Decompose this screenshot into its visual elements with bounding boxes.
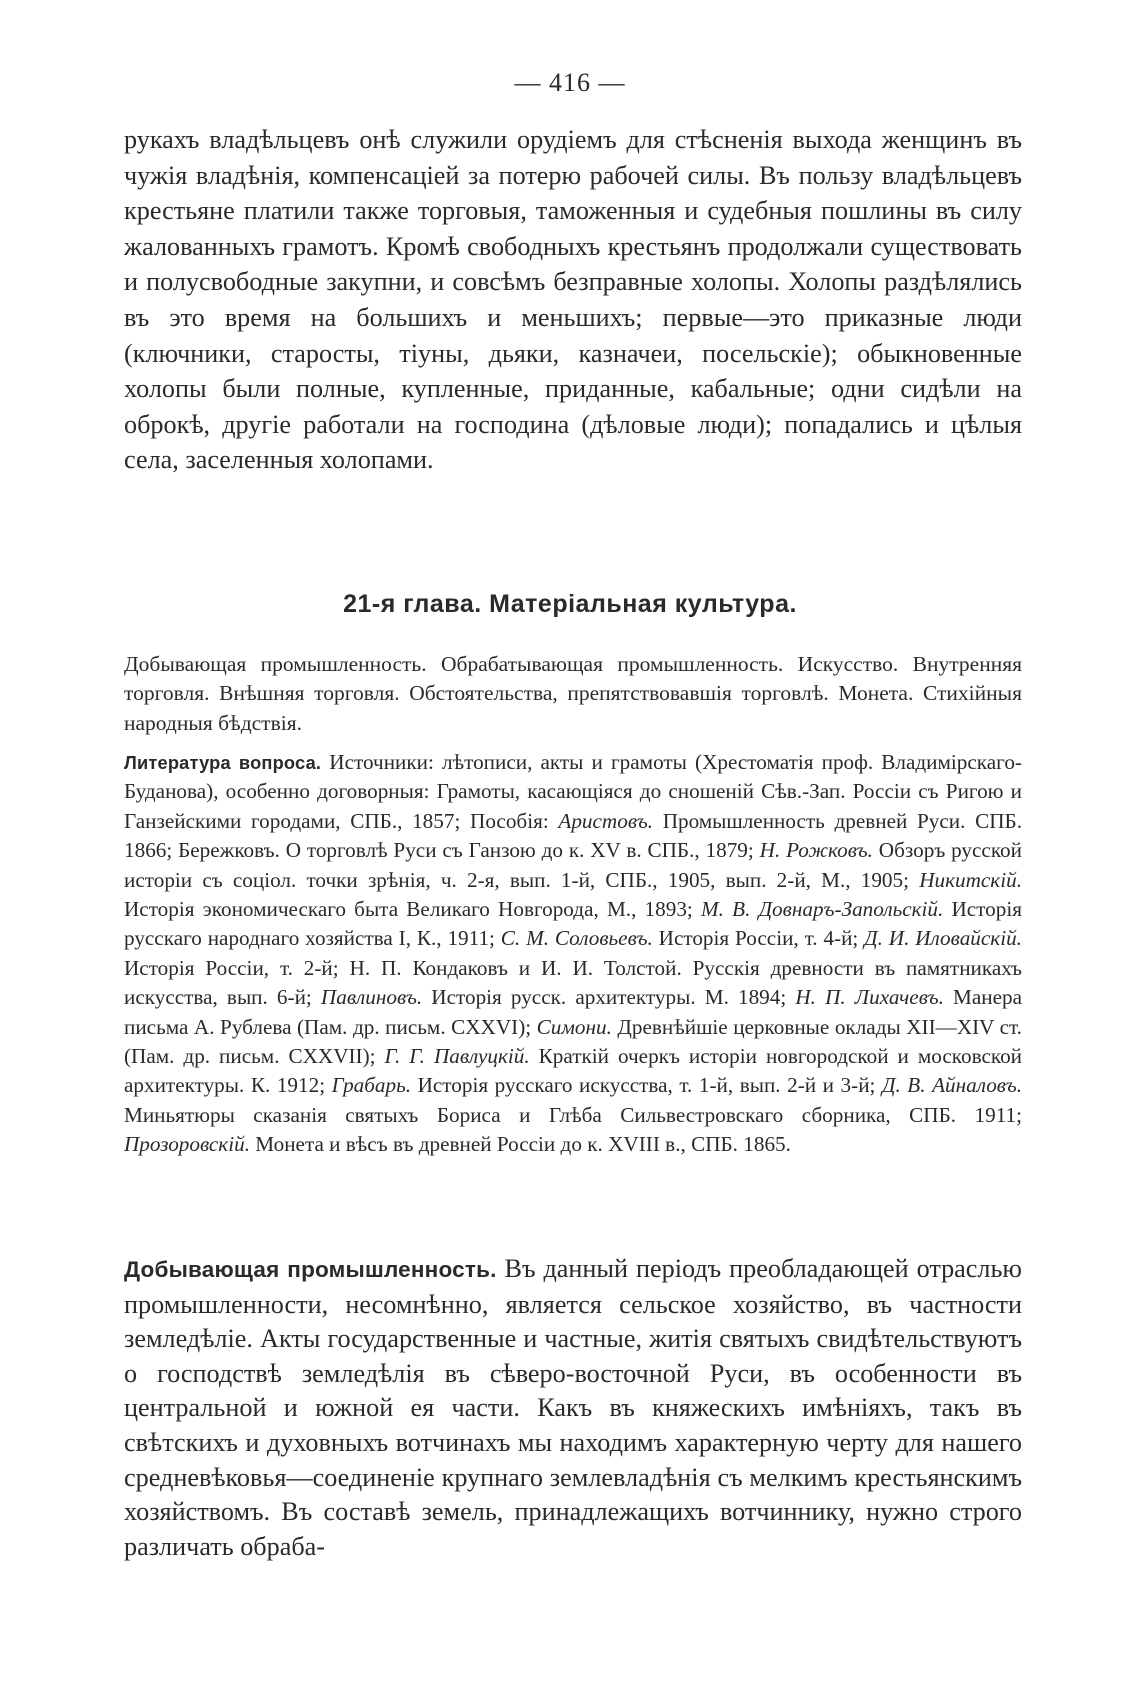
literature-text: Монета и вѣсъ въ древней Россіи до к. XVIII в., СПБ. 1865. [250, 1132, 791, 1157]
literature-author: Г. Г. Павлуцкій. [384, 1044, 530, 1069]
page-number: — 416 — [514, 68, 626, 97]
literature-author: Прозоровскій. [124, 1132, 250, 1157]
intro-paragraph: рукахъ владѣльцевъ онѣ служили орудіемъ для стѣсненія выхода женщинъ въ чужія владѣнія, компенсаціей за потерю рабочей силы. Въ пользу владѣльцевъ крестьяне платили также торговыя, таможенныя и судебныя пошлины въ силу жалованныхъ грамотъ. Кромѣ свободныхъ крестьянъ продолжали существовать и полусвободные закупни, и совсѣмъ безправные холопы. Холопы раздѣлялись въ это время на большихъ и меньшихъ; первые—это приказные люди (ключники, старосты, тіуны, дьяки, казначеи, посельскіе); обыкновенные холопы были полные, купленные, приданные, кабальные; одни сидѣли на оброкѣ, другіе работали на господина (дѣловые люди); попадались и цѣлыя села, заселенныя холопами. [124, 125, 1022, 475]
section-body: Въ данный періодъ преобладающей отраслью промышленности, несомнѣнно, является сельское хозяйство, въ частности земледѣліе. Акты государственные и частные, житія святыхъ свидѣтельствуютъ о господствѣ земледѣлія въ сѣверо-восточной Руси, въ особенности въ центральной и южной ея части. Какъ въ княжескихъ имѣніяхъ, такъ въ свѣтскихъ и духовныхъ вотчинахъ мы находимъ характерную черту для нашего средневѣковья—соединеніе крупнаго землевладѣнія съ мелкимъ крестьянскимъ хозяйствомъ. Въ составѣ земель, принадлежащихъ вотчиннику, нужно строго различать обраба- [124, 1254, 1022, 1561]
literature-label: Литература вопроса. [124, 752, 322, 773]
literature-paragraph [124, 748, 1022, 1160]
literature-author: Симони. [536, 1014, 612, 1039]
section-paragraph [124, 1252, 1022, 1564]
literature-author: Д. И. Иловайскій. [864, 926, 1022, 951]
literature-text: Исторія русскаго народнаго хозяйства I, К., 1911; [124, 897, 1022, 951]
literature-author: Н. П. Лихачевъ. [795, 985, 944, 1010]
literature-body [124, 750, 1022, 1156]
section-heading: Добывающая промышленность. [124, 1257, 497, 1282]
literature-text: Исторія русскаго искусства, т. 1-й, вып. 2-й и 3-й; [411, 1073, 882, 1098]
literature-text: Краткій очеркъ исторіи новгородской и московской архитектуры. К. 1912; [124, 1044, 1022, 1098]
literature-text: Промышленность древней Руси. СПБ. 1866; Бережковъ. О торговлѣ Руси съ Ганзою до к. XV в. СПБ., 1879; [124, 808, 1022, 863]
literature-text: Исторія Россіи, т. 2-й; Н. П. Кондаковъ и И. И. Толстой. Русскія древности въ памятникахъ искусства, вып. 6-й; [124, 955, 1022, 1010]
literature-text: Миньятюры сказанія святыхъ Бориса и Глѣба Сильвестровскаго сборника, СПБ. 1911; [124, 1102, 1022, 1127]
literature-author: С. М. Соловьевъ. [500, 926, 653, 951]
literature-text: Манера письма А. Рублева (Пам. др. письм. CXXVI); [124, 985, 1023, 1039]
literature-author: М. В. Довнаръ-Запольскій. [701, 897, 944, 922]
literature-author: Никитскій. [919, 867, 1022, 892]
literature-author: Грабарь. [331, 1073, 412, 1098]
literature-text: Исторія Россіи, т. 4-й; [652, 926, 865, 951]
literature-author: Павлиновъ. [320, 985, 423, 1010]
literature-author: Н. Рожковъ. [759, 838, 873, 863]
literature-text: Исторія экономическаго быта Великаго Новгорода, М., 1893; [124, 897, 702, 922]
literature-text: Древнѣйшіе церковные оклады XII—XIV ст. (Пам. др. письм. CXXVII); [124, 1014, 1022, 1069]
chapter-title: 21-я глава. Матеріальная культура. [343, 590, 797, 618]
literature-text: Исторія русск. архитектуры. М. 1894; [422, 985, 796, 1010]
literature-author: Д. В. Айналовъ. [881, 1073, 1023, 1098]
literature-text: Обзоръ русской исторіи съ соціол. точки зрѣнія, ч. 2-я, вып. 1-й, СПБ., 1905, вып. 2-й, М., 1905; [124, 838, 1022, 892]
literature-author: Аристовъ. [558, 808, 654, 833]
literature-text: Источники: лѣтописи, акты и грамоты (Хрестоматія проф. Владимірскаго-Буданова), особенно договорныя: Грамоты, касающіяся до сношеній Сѣв.-Зап. Россіи съ Ригою и Ганзейскими городами, СПБ., 1857; Пособія: [124, 750, 1022, 833]
chapter-contents: Добывающая промышленность. Обрабатывающая промышленность. Искусство. Внутренняя торговля. Внѣшняя торговля. Обстоятельства, препятствовавшія торговлѣ. Монета. Стихійныя народныя бѣдствія. [124, 652, 1022, 735]
